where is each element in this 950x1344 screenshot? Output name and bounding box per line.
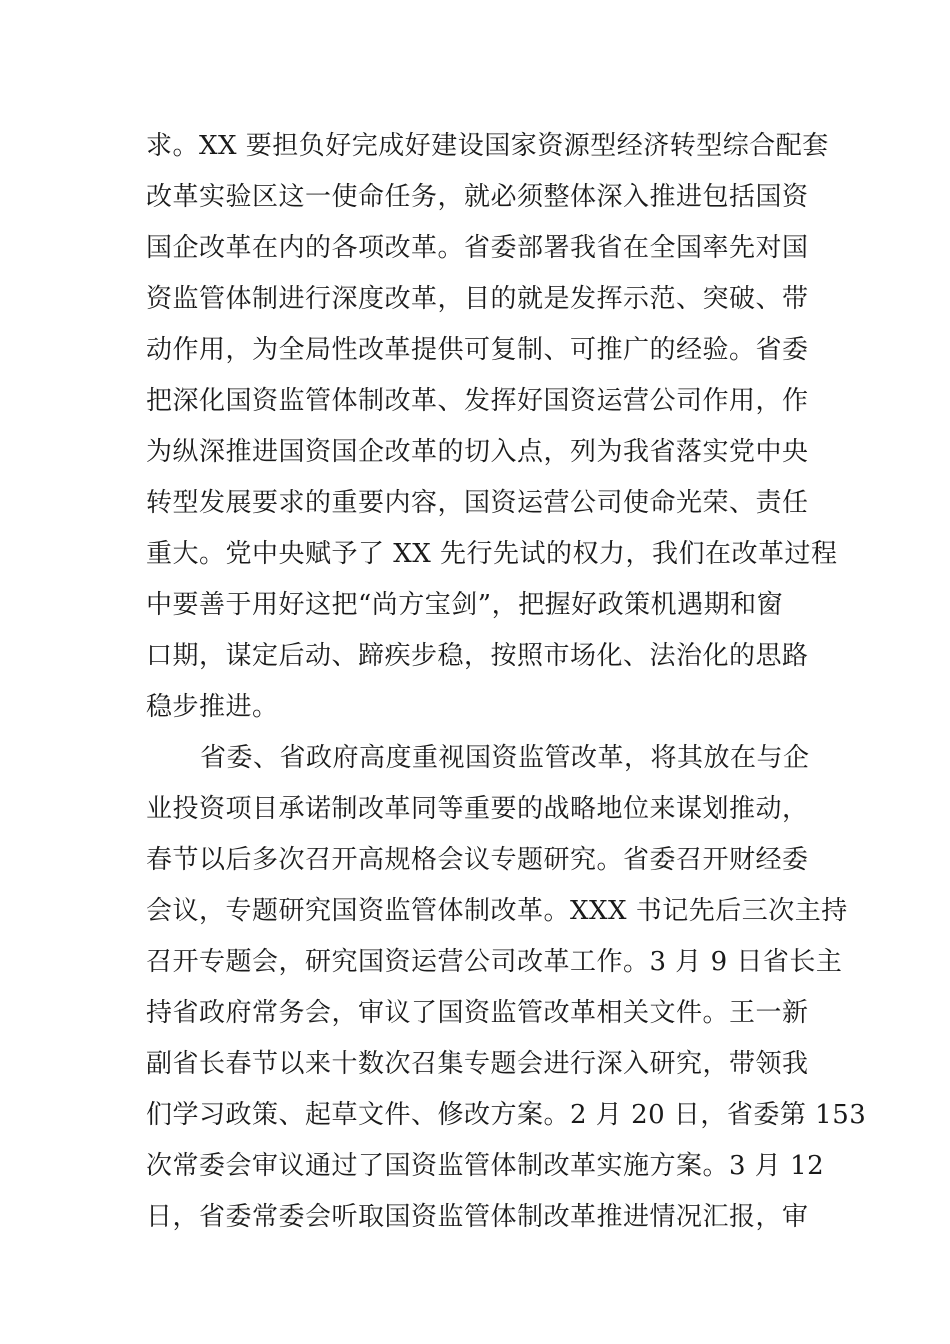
paragraph-1-line-7: 为纵深推进国资国企改革的切入点，列为我省落实党中央 [146,437,809,467]
paragraph-2-line-10: 日，省委常委会听取国资监管体制改革推进情况汇报，审 [146,1202,809,1232]
paragraph-1-line-4: 资监管体制进行深度改革，目的就是发挥示范、突破、带 [146,284,809,314]
paragraph-1-line-5: 动作用，为全局性改革提供可复制、可推广的经验。省委 [146,335,809,365]
paragraph-2-line-3: 春节以后多次召开高规格会议专题研究。省委召开财经委 [146,845,809,875]
paragraph-2-line-7: 副省长春节以来十数次召集专题会进行深入研究，带领我 [146,1049,809,1079]
paragraph-2-line-1: 省委、省政府高度重视国资监管改革，将其放在与企 [200,743,810,773]
paragraph-1-line-9: 重大。党中央赋予了 XX 先行先试的权力，我们在改革过程 [146,539,838,569]
paragraph-2-line-8: 们学习政策、起草文件、修改方案。2 月 20 日，省委第 153 [146,1100,867,1130]
paragraph-1-line-11: 口期，谋定后动、蹄疾步稳，按照市场化、法治化的思路 [146,641,809,671]
paragraph-1-line-10: 中要善于用好这把“尚方宝剑”，把握好政策机遇期和窗 [146,590,784,620]
paragraph-1-line-8: 转型发展要求的重要内容，国资运营公司使命光荣、责任 [146,488,809,518]
paragraph-2-line-4: 会议，专题研究国资监管体制改革。XXX 书记先后三次主持 [146,896,848,926]
paragraph-2-line-2: 业投资项目承诺制改革同等重要的战略地位来谋划推动， [146,794,809,824]
paragraph-2-line-9: 次常委会审议通过了国资监管体制改革实施方案。3 月 12 [146,1151,825,1181]
paragraph-1-line-3: 国企改革在内的各项改革。省委部署我省在全国率先对国 [146,233,809,263]
paragraph-1-line-12: 稳步推进。 [146,692,279,722]
paragraph-2-line-5: 召开专题会，研究国资运营公司改革工作。3 月 9 日省长主 [146,947,843,977]
paragraph-1-line-6: 把深化国资监管体制改革、发挥好国资运营公司作用，作 [146,386,809,416]
paragraph-2-line-6: 持省政府常务会，审议了国资监管改革相关文件。王一新 [146,998,809,1028]
paragraph-1-line-1: 求。XX 要担负好完成好建设国家资源型经济转型综合配套 [146,131,829,161]
paragraph-1-line-2: 改革实验区这一使命任务，就必须整体深入推进包括国资 [146,182,809,212]
